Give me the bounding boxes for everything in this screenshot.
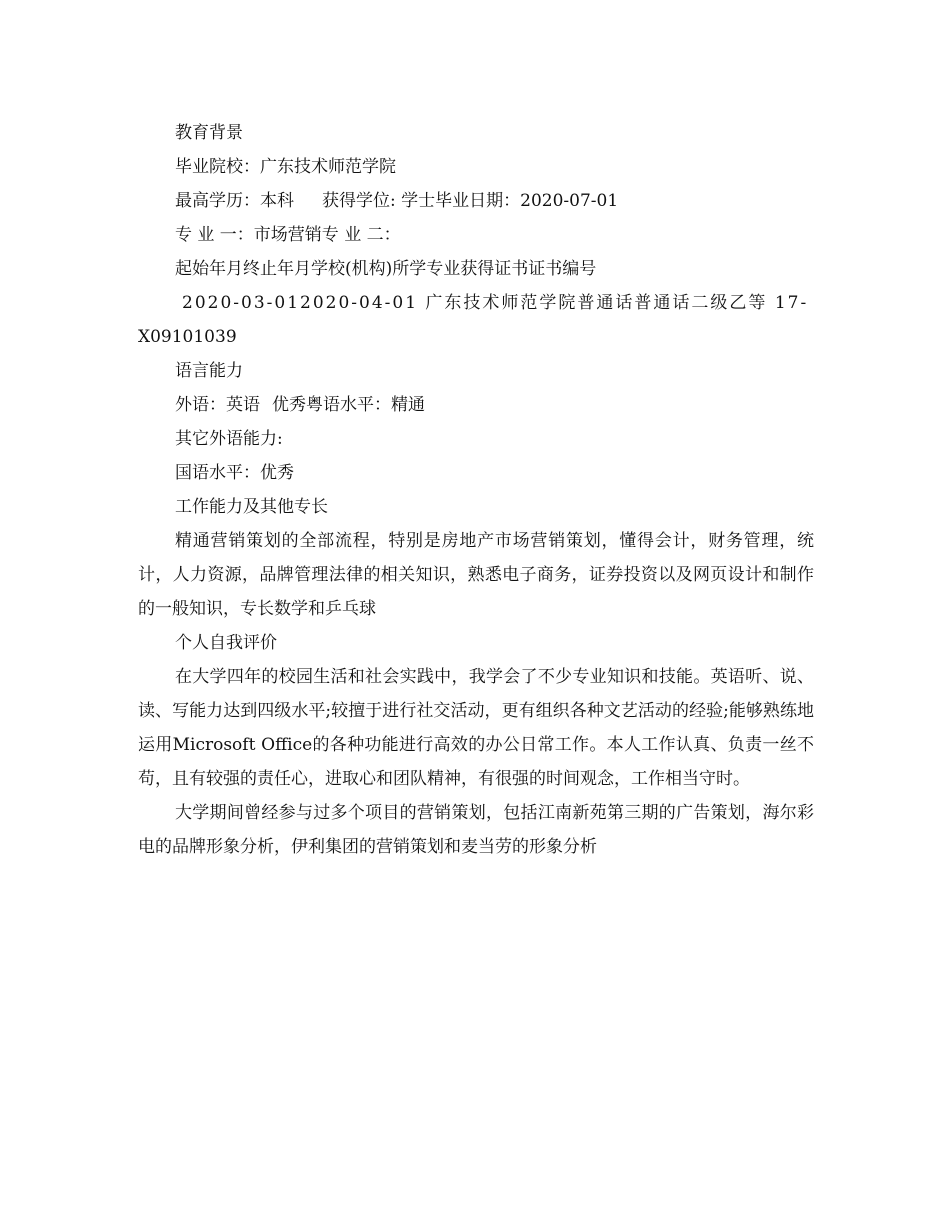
cert-row-continued: X09101039	[138, 327, 237, 347]
cert-header: 起始年月终止年月学校(机构)所学专业获得证书证书编号	[175, 259, 597, 279]
foreign-language-line	[138, 388, 814, 422]
mandarin-line: 国语水平：优秀	[175, 463, 294, 483]
major-line: 专 业 一：市场营销专 业 二：	[175, 225, 401, 245]
degree-level: 最高学历：本科	[175, 191, 294, 211]
skills-heading: 工作能力及其他专长	[175, 497, 328, 517]
cantonese-level: 优秀粤语水平：精通	[272, 395, 425, 415]
language-heading: 语言能力	[175, 361, 243, 381]
foreign-language: 外语：英语	[175, 395, 260, 415]
cert-row: 2020-03-012020-04-01 广东技术师范学院普通话普通话二级乙等 17-	[182, 293, 809, 313]
school-line: 毕业院校：广东技术师范学院	[175, 157, 396, 177]
degree-line	[138, 184, 814, 218]
self-eval-heading: 个人自我评价	[175, 633, 277, 653]
self-eval-paragraph-2: 大学期间曾经参与过多个项目的营销策划，包括江南新苑第三期的广告策划，海尔彩电的品牌形象分析，伊利集团的营销策划和麦当劳的形象分析	[138, 803, 814, 857]
resume-content	[138, 116, 814, 864]
self-eval-paragraph-1: 在大学四年的校园生活和社会实践中，我学会了不少专业知识和技能。英语听、说、读、写能力达到四级水平;较擅于进行社交活动，更有组织各种文艺活动的经验;能够熟练地运用Microsoft Office的各种功能进行高效的办公日常工作。本人工作认真、负责一丝不苟，且有较强的责任心，进取心和团队精神，有很强的时间观念，工作相当守时。	[138, 667, 814, 789]
skills-paragraph: 精通营销策划的全部流程，特别是房地产市场营销策划，懂得会计，财务管理，统计，人力资源，品牌管理法律的相关知识，熟悉电子商务，证券投资以及网页设计和制作的一般知识，专长数学和乒乓球	[138, 531, 814, 619]
other-language-line: 其它外语能力:	[175, 429, 283, 449]
degree-date: 获得学位: 学士毕业日期：2020-07-01	[322, 191, 619, 211]
education-heading: 教育背景	[175, 123, 243, 143]
